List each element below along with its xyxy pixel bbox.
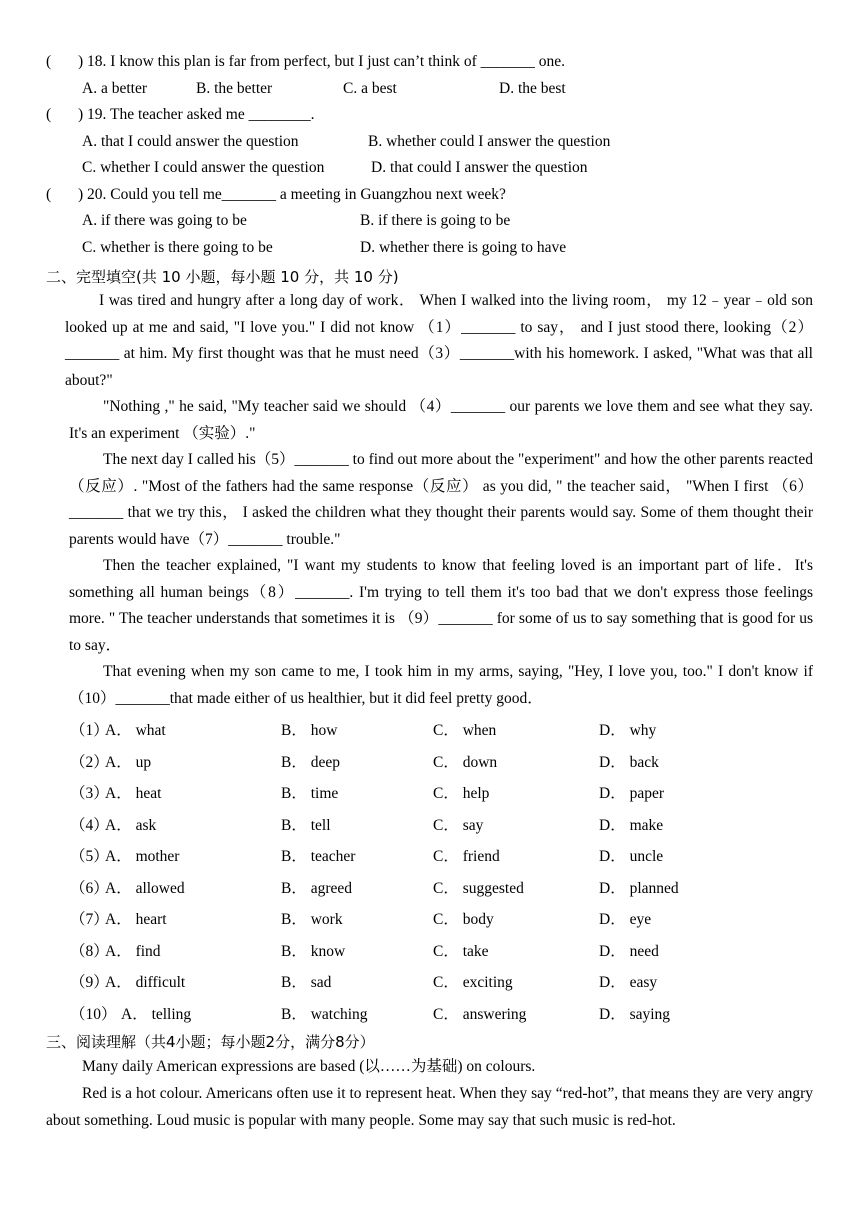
option-c: C． answering: [433, 1006, 527, 1023]
option-c: C． say: [433, 817, 484, 834]
option-a: A． what: [105, 722, 166, 739]
option-b: B． deep: [281, 754, 340, 771]
q19-option-a: A. that I could answer the question: [82, 133, 299, 150]
q20-option-d: D. whether there is going to have: [360, 239, 567, 256]
q18-option-c: C. a best: [343, 80, 397, 97]
option-c: C． take: [433, 943, 489, 960]
option-b: B． tell: [281, 817, 331, 834]
option-num: （6）: [70, 880, 109, 897]
option-c: C． exciting: [433, 974, 513, 991]
q20-option-c: C. whether is there going to be: [82, 239, 273, 256]
option-num: （9）: [70, 974, 109, 991]
option-c: C． friend: [433, 848, 500, 865]
cloze-paragraph-5: That evening when my son came to me, I took him in my arms, saying, "Hey, I love you, too." I don't know if （10）_______that made either of us healthier, but it did feel pretty good．: [69, 663, 813, 707]
option-b: B． how: [281, 722, 338, 739]
option-num: （2）: [70, 754, 109, 771]
option-b: B． work: [281, 911, 343, 928]
option-d: D． saying: [599, 1006, 671, 1023]
cloze-paragraph-3: The next day I called his（5）_______ to find out more about the "experiment" and how the other parents reacted （反应）. "Most of the fathers had the same response（反应） as you did, " the teacher said， "When I first （6）_______ that we try this， I asked the children what they thought their parents would say. Some of them thought their parents would have（7）_______ trouble.": [69, 451, 813, 548]
section-3-heading: 三、阅读理解（共4小题；每小题2分，满分8分）: [46, 1033, 375, 1051]
option-b: B． teacher: [281, 848, 356, 865]
option-num: （4）: [70, 817, 109, 834]
option-c: C． body: [433, 911, 494, 928]
answer-paren-19: (: [46, 106, 52, 123]
option-num: （7）: [70, 911, 109, 928]
answer-paren-18: (: [46, 53, 52, 70]
option-a: A． up: [105, 754, 152, 771]
reading-paragraph-2: Red is a hot colour. Americans often use it to represent heat. When they say “red-hot”, that means they are very angry about something. Loud music is popular with many people. Some may say that such music is red-hot.: [46, 1085, 813, 1129]
question-20-stem: ) 20. Could you tell me_______ a meeting in Guangzhou next week?: [78, 186, 506, 203]
option-c: C． help: [433, 785, 490, 802]
option-d: D． paper: [599, 785, 664, 802]
answer-paren-20: (: [46, 186, 52, 203]
cloze-paragraph-4: Then the teacher explained, "I want my students to know that feeling loved is an important part of life．It's something all human beings（8）_______. I'm trying to tell them it's too bad that we don't express those feelings more. " The teacher understands that sometimes it is （9）_______ for some of us to say something that is good for us to say．: [69, 557, 813, 654]
option-a: A． ask: [105, 817, 157, 834]
option-c: C． when: [433, 722, 497, 739]
option-d: D． eye: [599, 911, 652, 928]
option-d: D． uncle: [599, 848, 664, 865]
option-d: D． planned: [599, 880, 679, 897]
option-b: B． time: [281, 785, 339, 802]
option-b: B． sad: [281, 974, 332, 991]
option-num: （10）: [70, 1006, 117, 1023]
q18-option-b: B. the better: [196, 80, 273, 97]
option-d: D． back: [599, 754, 659, 771]
option-c: C． down: [433, 754, 498, 771]
option-b: B． know: [281, 943, 346, 960]
option-c: C． suggested: [433, 880, 524, 897]
cloze-paragraph-2: "Nothing ," he said, "My teacher said we should （4）_______ our parents we love them and see what they say. It's an experiment （实验）.": [69, 398, 813, 442]
option-a: A． telling: [121, 1006, 192, 1023]
question-19-stem: ) 19. The teacher asked me ________.: [78, 106, 315, 123]
option-d: D． make: [599, 817, 664, 834]
option-num: （5）: [70, 848, 109, 865]
q19-option-b: B. whether could I answer the question: [368, 133, 611, 150]
section-2-heading: 二、完型填空(共 10 小题，每小题 10 分，共 10 分): [46, 268, 399, 286]
option-a: A． heat: [105, 785, 162, 802]
reading-paragraph-1: Many daily American expressions are based (以……为基础) on colours.: [82, 1058, 536, 1075]
q18-option-a: A. a better: [82, 80, 147, 97]
option-d: D． easy: [599, 974, 658, 991]
option-num: （1）: [70, 722, 109, 739]
option-a: A． mother: [105, 848, 180, 865]
q18-option-d: D. the best: [499, 80, 566, 97]
option-a: A． difficult: [105, 974, 186, 991]
q19-option-c: C. whether I could answer the question: [82, 159, 325, 176]
q20-option-a: A. if there was going to be: [82, 212, 247, 229]
q19-option-d: D. that could I answer the question: [371, 159, 588, 176]
option-num: （8）: [70, 943, 109, 960]
option-a: A． find: [105, 943, 161, 960]
option-b: B． watching: [281, 1006, 368, 1023]
option-a: A． allowed: [105, 880, 185, 897]
option-a: A． heart: [105, 911, 167, 928]
option-b: B． agreed: [281, 880, 353, 897]
option-num: （3）: [70, 785, 109, 802]
cloze-paragraph-1: I was tired and hungry after a long day of work． When I walked into the living room， my 12﹣year﹣old son looked up at me and said, "I love you." I did not know （1）_______ to say， and I just stood there, looking（2）_______ at him. My first thought was that he must need（3）_______with his homework. I asked, "What was that all about?": [65, 292, 813, 389]
q20-option-b: B. if there is going to be: [360, 212, 511, 229]
option-d: D． need: [599, 943, 659, 960]
question-18-stem: ) 18. I know this plan is far from perfect, but I just can’t think of _______ one.: [78, 53, 566, 70]
option-d: D． why: [599, 722, 657, 739]
